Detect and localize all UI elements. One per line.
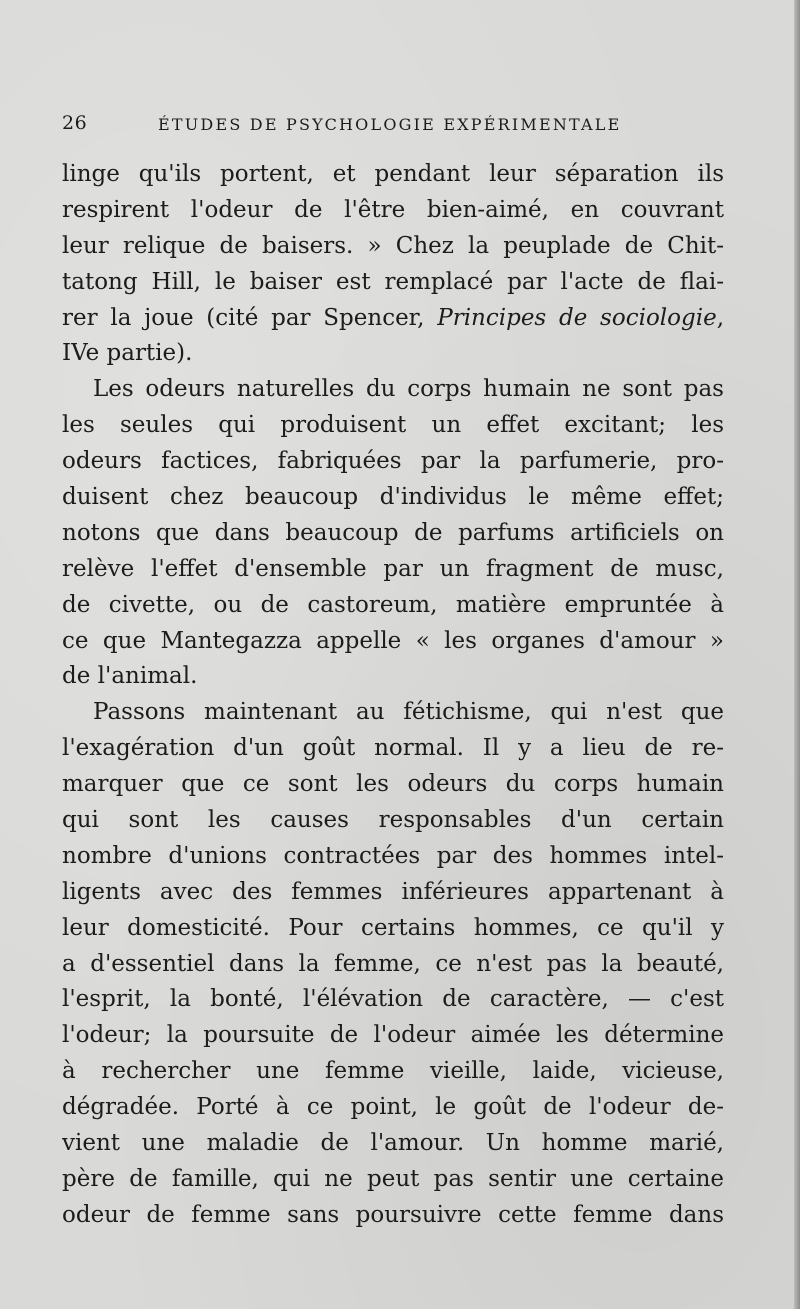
text-line: dégradée. Porté à ce point, le goût de l'odeur de- [62, 1094, 724, 1121]
page-number: 26 [62, 112, 88, 134]
text-line: relève l'effet d'ensemble par un fragment de musc, [62, 555, 724, 582]
text-line: à rechercher une femme vieille, laide, vicieuse, [62, 1058, 724, 1085]
text-line: l'odeur; la poursuite de l'odeur aimée les détermine [62, 1022, 724, 1049]
body-text [62, 157, 724, 1234]
text-line: leur relique de baisers. » Chez la peuplade de Chit- [62, 232, 724, 259]
text-line: vient une maladie de l'amour. Un homme marié, [62, 1130, 724, 1157]
text-line: les seules qui produisent un effet excitant; les [62, 412, 724, 439]
text-line: père de famille, qui ne peut pas sentir une certaine [62, 1165, 724, 1192]
running-header [62, 112, 732, 142]
text-line: tatong Hill, le baiser est remplacé par l'acte de flai- [62, 268, 724, 295]
page-edge [794, 0, 800, 1309]
text-line: a d'essentiel dans la femme, ce n'est pas la beauté, [62, 950, 724, 977]
text-line: l'exagération d'un goût normal. Il y a lieu de re- [62, 735, 724, 762]
text-line [62, 301, 724, 337]
text-segment: rer la joue (cité par Spencer, [62, 304, 438, 331]
text-line: odeurs factices, fabriquées par la parfumerie, pro- [62, 448, 724, 475]
text-line: marquer que ce sont les odeurs du corps humain [62, 771, 724, 798]
text-line: qui sont les causes responsables d'un certain [62, 807, 724, 834]
running-title: ÉTUDES DE PSYCHOLOGIE EXPÉRIMENTALE [158, 115, 622, 134]
text-line: linge qu'ils portent, et pendant leur séparation ils [62, 161, 724, 187]
text-line: respirent l'odeur de l'être bien-aimé, en couvrant [62, 196, 724, 223]
text-line: nombre d'unions contractées par des hommes intel- [62, 842, 724, 869]
text-line: de civette, ou de castoreum, matière empruntée à [62, 591, 724, 618]
text-line: duisent chez beaucoup d'individus le même effet; [62, 484, 724, 511]
text-line: leur domesticité. Pour certains hommes, ce qu'il y [62, 914, 724, 941]
text-line: ligents avec des femmes inférieures appartenant à [62, 878, 724, 905]
text-line: ce que Mantegazza appelle « les organes d'amour » [62, 627, 724, 654]
text-line: Les odeurs naturelles du corps humain ne sont pas [93, 376, 724, 403]
text-segment: , [716, 304, 724, 331]
text-line: Passons maintenant au fétichisme, qui n'est que [93, 699, 724, 726]
text-line: notons que dans beaucoup de parfums artificiels on [62, 519, 724, 546]
text-line: IVe partie). [62, 340, 193, 367]
text-line: de l'animal. [62, 663, 198, 690]
book-title-italic: Principes de sociologie [437, 304, 717, 331]
text-line: l'esprit, la bonté, l'élévation de caractère, — c'est [62, 986, 724, 1013]
text-line: odeur de femme sans poursuivre cette femme dans [62, 1201, 724, 1228]
